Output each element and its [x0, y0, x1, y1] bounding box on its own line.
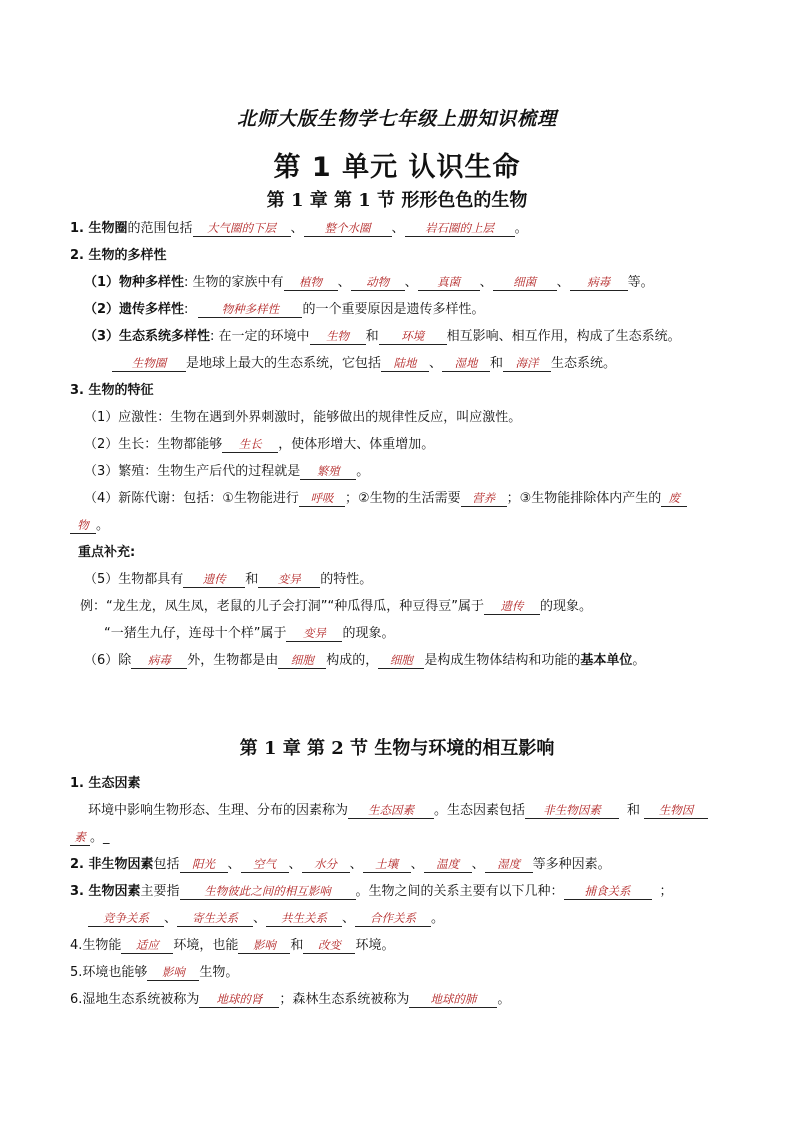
s1-item-3-4: （4）新陈代谢：包括：①生物能进行 呼吸 ；②生物的生活需要 营养 ；③生物能排除体内产生的 废 — [84, 490, 687, 508]
s2-item-3: 3. 生物因素主要指 生物彼此之间的相互影响 。生物之间的关系主要有以下几种： 捕食关系 ； — [70, 884, 673, 899]
s1-item-2-1: （1）物种多样性: 生物的家族中有 植物 、 动物 、 真菌 、 细菌 、 病毒 等。 — [84, 275, 654, 290]
section-1-title: 第 1 章 第 1 节 形形色色的生物 — [266, 190, 528, 211]
s1-item-2-4: 生物圈 是地球上最大的生态系统，它包括 陆地 、 湿地 和 海洋 生态系统。 — [112, 355, 616, 373]
s1-example-2: “一猪生九仔，连母十个样”属于 变异 的现象。 — [104, 626, 395, 641]
s1-item-3-4-cont: 物 。 — [70, 517, 109, 535]
s1-item-3-heading: 3. 生物的特征 — [70, 383, 154, 398]
section-2-title: 第 1 章 第 2 节 生物与环境的相互影响 — [239, 738, 555, 759]
s2-item-1-heading: 1. 生态因素 — [70, 776, 141, 791]
unit-title: 第 1 单元 认识生命 — [273, 152, 521, 183]
s2-item-1: 环境中影响生物形态、生理、分布的因素称为 生态因素 。生态因素包括 非生物因素 和 生物因 — [88, 802, 708, 820]
s1-item-3-1: （1）应激性：生物在遇到外界刺激时，能够做出的规律性反应，叫应激性。 — [84, 410, 522, 425]
s1-item-3-2: （2）生长：生物都能够 生长 ，使体形增大、体重增加。 — [84, 437, 435, 452]
s2-item-2: 2. 非生物因素包括 阳光 、 空气 、 水分 、 土壤 、 温度 、 湿度 等多种因素。 — [70, 857, 611, 872]
s1-item-1: 1. 生物圈的范围包括 大气圈的下层 、 整个水圈 、 岩石圈的上层 。 — [70, 221, 528, 236]
s2-item-1-cont: 素 。_ — [70, 829, 110, 847]
main-title: 北师大版生物学七年级上册知识梳理 — [236, 108, 557, 130]
s1-example-1: 例：“龙生龙，凤生凤，老鼠的儿子会打洞”“种瓜得瓜，种豆得豆”属于 遗传 的现象。 — [80, 599, 592, 614]
s1-item-2-heading: 2. 生物的多样性 — [70, 248, 167, 263]
s2-item-4: 4.生物能 适应 环境，也能 影响 和 改变 环境。 — [70, 938, 395, 953]
s1-item-2-3: （3）生态系统多样性: 在一定的环境中 生物 和 环境 相互影响、相互作用，构成了生态系统。 — [84, 329, 681, 344]
s1-item-3-3: （3）繁殖：生物生产后代的过程就是 繁殖 。 — [84, 464, 370, 479]
s2-item-3-cont: 竞争关系 、 寄生关系 、 共生关系 、 合作关系 。 — [88, 910, 444, 928]
s2-item-5: 5.环境也能够 影响 生物。 — [70, 965, 239, 980]
s1-item-5: （5）生物都具有 遗传 和 变异 的特性。 — [84, 572, 373, 587]
s1-item-6: （6）除 病毒 外，生物都是由 细胞 构成的， 细胞 是构成生物体结构和功能的基本单位。 — [84, 653, 646, 668]
s2-item-6: 6.湿地生态系统被称为 地球的肾 ；森林生态系统被称为 地球的肺 。 — [70, 992, 511, 1007]
s1-item-2-2: （2）遗传多样性: 物种多样性 的一个重要原因是遗传多样性。 — [84, 302, 485, 317]
s1-key-points-label: 重点补充: — [78, 545, 136, 560]
